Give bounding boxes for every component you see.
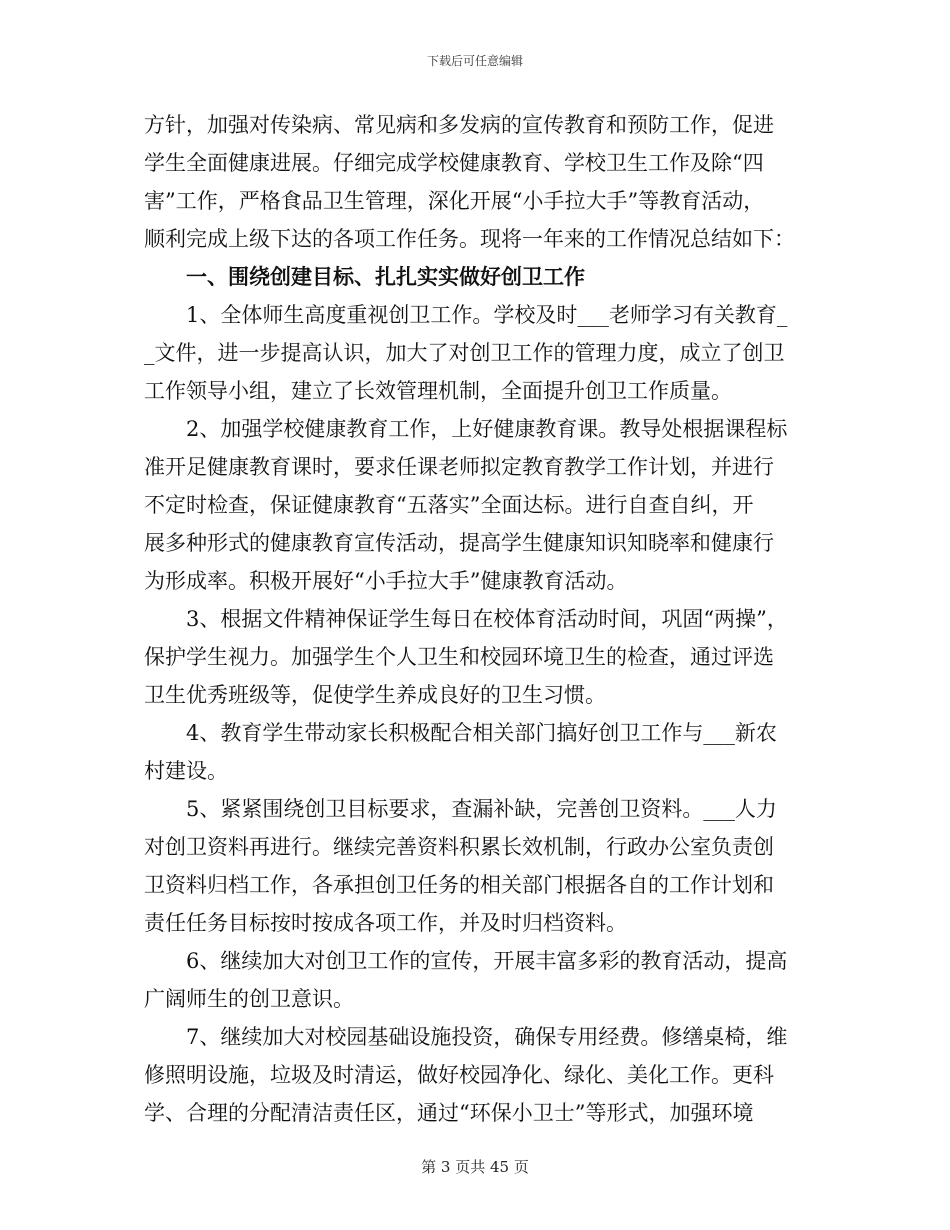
body-line: 卫生优秀班级等，促使学生养成良好的卫生习惯。 [144, 683, 606, 707]
section-heading: 一、围绕创建目标、扎扎实实做好创卫工作 [186, 264, 585, 289]
paragraph-start: 1、全体师生高度重视创卫工作。学校及时___老师学习有关教育_ [186, 303, 788, 327]
body-line: 工作领导小组，建立了长效管理机制，全面提升创卫工作质量。 [144, 379, 732, 403]
body-line: 卫资料归档工作，各承担创卫任务的相关部门根据各自的工作计划和 [144, 873, 774, 897]
body-line: _文件，进一步提高认识，加大了对创卫工作的管理力度，成立了创卫 [144, 341, 785, 365]
body-line: 学生全面健康进展。仔细完成学校健康教育、学校卫生工作及除“四 [144, 151, 764, 175]
body-line: 方针，加强对传染病、常见病和多发病的宣传教育和预防工作，促进 [144, 113, 774, 137]
paragraph-start: 6、继续加大对创卫工作的宣传，开展丰富多彩的教育活动，提高 [186, 949, 788, 973]
body-line: 保护学生视力。加强学生个人卫生和校园环境卫生的检查，通过评选 [144, 645, 774, 669]
body-line: 村建设。 [144, 759, 228, 783]
body-line: 不定时检查，保证健康教育“五落实”全面达标。进行自查自纠，开 [144, 493, 754, 517]
body-line: 对创卫资料再进行。继续完善资料积累长效机制，行政办公室负责创 [144, 835, 774, 859]
body-line: 广阔师生的创卫意识。 [144, 987, 354, 1011]
body-line: 顺利完成上级下达的各项工作任务。现将一年来的工作情况总结如下： [144, 227, 795, 251]
body-line: 准开足健康教育课时，要求任课老师拟定教育教学工作计划，并进行 [144, 455, 774, 479]
paragraph-start: 4、教育学生带动家长积极配合相关部门搞好创卫工作与___新农 [186, 721, 777, 745]
body-line: 展多种形式的健康教育宣传活动，提高学生健康知识知晓率和健康行 [144, 531, 774, 555]
body-line: 责任任务目标按时按成各项工作，并及时归档资料。 [144, 911, 627, 935]
paragraph-start: 7、继续加大对校园基础设施投资，确保专用经费。修缮桌椅，维 [186, 1025, 788, 1049]
body-line: 害”工作，严格食品卫生管理，深化开展“小手拉大手”等教育活动， [144, 189, 765, 213]
paragraph-start: 5、紧紧围绕创卫目标要求，查漏补缺，完善创卫资料。___人力 [186, 797, 777, 821]
body-line: 学、合理的分配清洁责任区，通过“环保小卫士”等形式，加强环境 [144, 1101, 754, 1125]
page-header: 下载后可任意编辑 [426, 54, 523, 68]
body-line: 为形成率。积极开展好“小手拉大手”健康教育活动。 [144, 569, 628, 593]
paragraph-start: 2、加强学校健康教育工作，上好健康教育课。教导处根据课程标 [186, 417, 788, 441]
paragraph-start: 3、根据文件精神保证学生每日在校体育活动时间，巩固“两操”， [186, 607, 788, 631]
document-body [144, 106, 808, 1132]
page-footer: 第 3 页共 45 页 [421, 1158, 529, 1176]
body-line: 修照明设施，垃圾及时清运，做好校园净化、绿化、美化工作。更科 [144, 1063, 774, 1087]
